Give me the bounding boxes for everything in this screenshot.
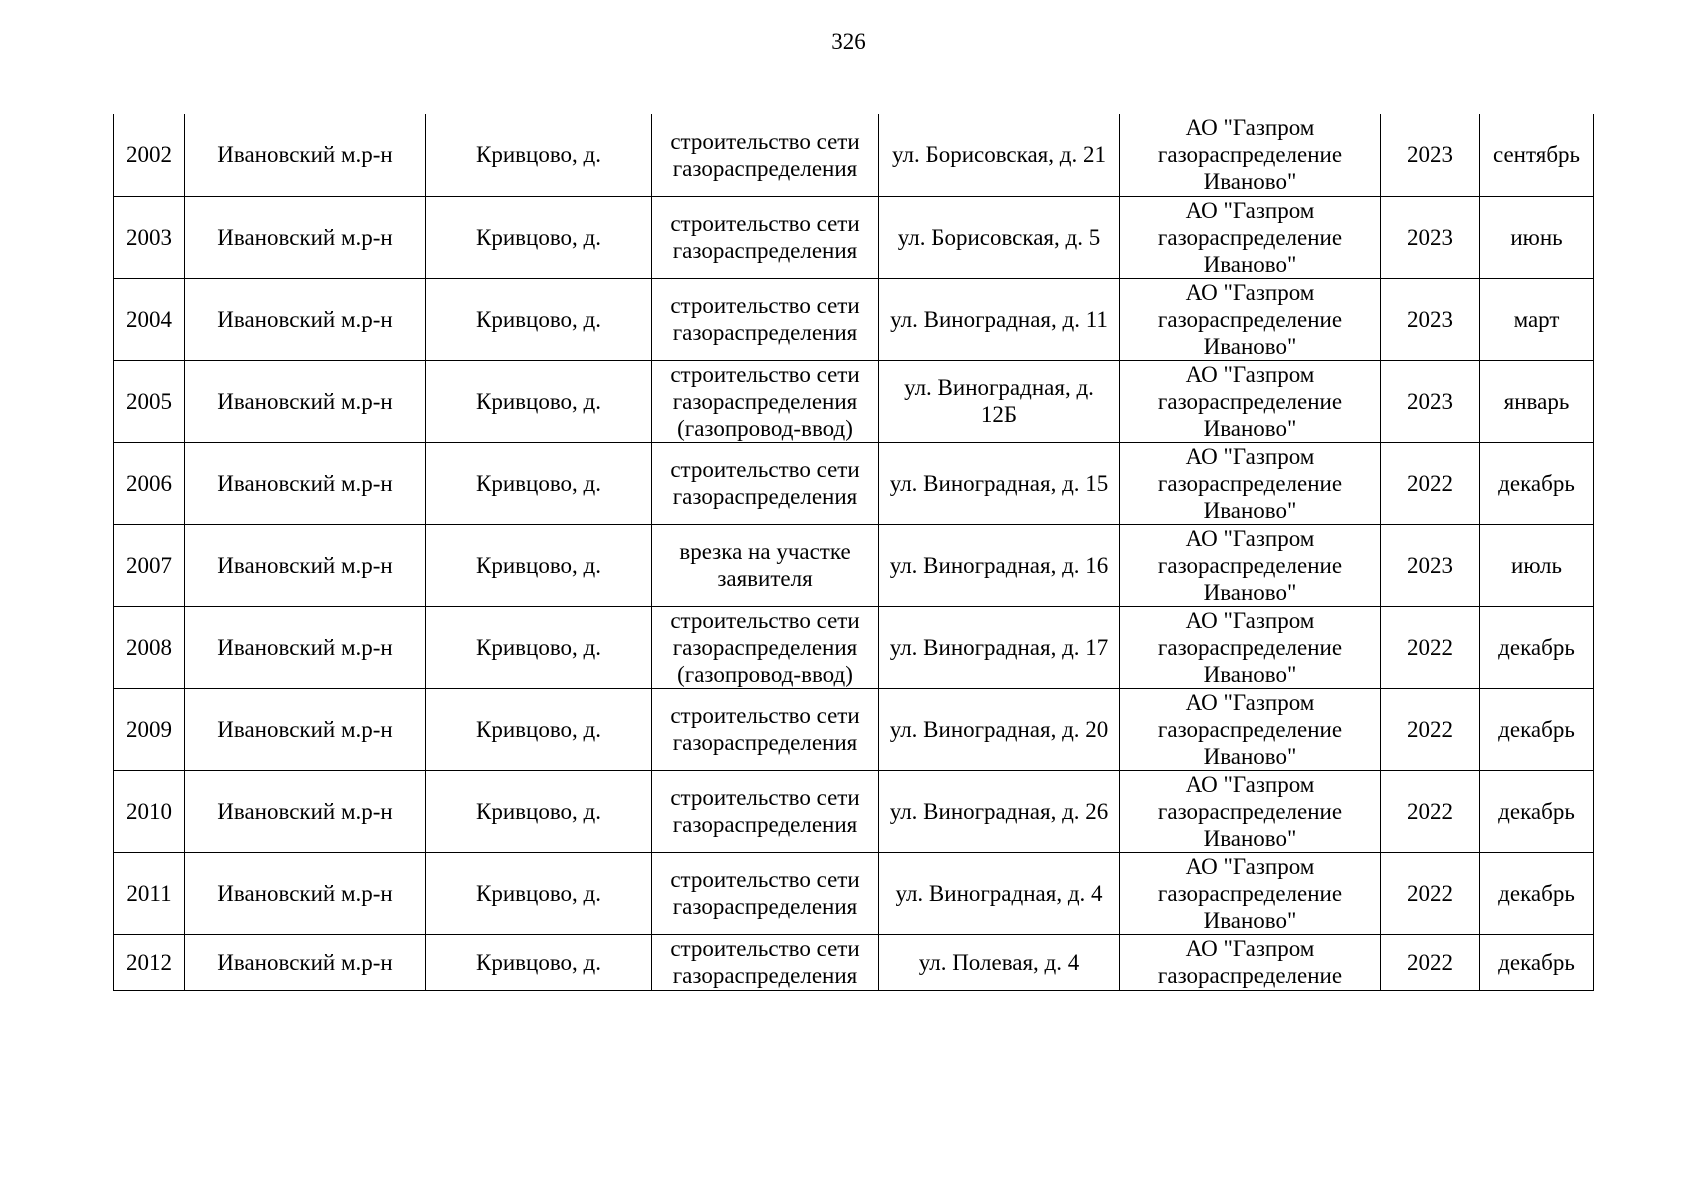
month-cell: декабрь bbox=[1480, 934, 1594, 990]
work-type-cell: строительство сети газораспределения bbox=[652, 114, 879, 196]
settlement-cell: Кривцово, д. bbox=[426, 934, 652, 990]
district-cell: Ивановский м.р-н bbox=[185, 770, 426, 852]
district-cell: Ивановский м.р-н bbox=[185, 688, 426, 770]
month-cell: декабрь bbox=[1480, 852, 1594, 934]
settlement-cell: Кривцово, д. bbox=[426, 688, 652, 770]
district-cell: Ивановский м.р-н bbox=[185, 442, 426, 524]
row-number: 2010 bbox=[114, 770, 185, 852]
table-row bbox=[114, 360, 1594, 442]
address-cell: ул. Виноградная, д. 20 bbox=[879, 688, 1120, 770]
row-number: 2006 bbox=[114, 442, 185, 524]
table-row bbox=[114, 114, 1594, 196]
settlement-cell: Кривцово, д. bbox=[426, 278, 652, 360]
district-cell: Ивановский м.р-н bbox=[185, 278, 426, 360]
address-cell: ул. Виноградная, д. 26 bbox=[879, 770, 1120, 852]
work-type-cell: строительство сети газораспределения (газопровод-ввод) bbox=[652, 360, 879, 442]
work-type-cell bbox=[652, 934, 879, 990]
organization-cell: АО "Газпром газораспределение Иваново" bbox=[1120, 360, 1381, 442]
year-cell: 2022 bbox=[1381, 442, 1480, 524]
organization-cell: АО "Газпром газораспределение Иваново" bbox=[1120, 688, 1381, 770]
month-cell: декабрь bbox=[1480, 688, 1594, 770]
row-number: 2008 bbox=[114, 606, 185, 688]
year-cell: 2022 bbox=[1381, 934, 1480, 990]
month-cell: сентябрь bbox=[1480, 114, 1594, 196]
district-cell: Ивановский м.р-н bbox=[185, 196, 426, 278]
row-number: 2004 bbox=[114, 278, 185, 360]
table-row bbox=[114, 770, 1594, 852]
table-row bbox=[114, 606, 1594, 688]
row-number: 2007 bbox=[114, 524, 185, 606]
organization-cell: АО "Газпром газораспределение Иваново" bbox=[1120, 442, 1381, 524]
year-cell: 2022 bbox=[1381, 606, 1480, 688]
organization-cell: АО "Газпром газораспределение Иваново" bbox=[1120, 852, 1381, 934]
year-cell: 2023 bbox=[1381, 524, 1480, 606]
year-cell: 2023 bbox=[1381, 278, 1480, 360]
year-cell: 2022 bbox=[1381, 770, 1480, 852]
row-number: 2012 bbox=[114, 934, 185, 990]
address-cell: ул. Виноградная, д. 15 bbox=[879, 442, 1120, 524]
work-type-cell: строительство сети газораспределения bbox=[652, 770, 879, 852]
month-cell: декабрь bbox=[1480, 606, 1594, 688]
table-row bbox=[114, 852, 1594, 934]
address-cell: ул. Борисовская, д. 5 bbox=[879, 196, 1120, 278]
row-number: 2009 bbox=[114, 688, 185, 770]
settlement-cell: Кривцово, д. bbox=[426, 114, 652, 196]
year-cell: 2022 bbox=[1381, 852, 1480, 934]
month-cell: декабрь bbox=[1480, 770, 1594, 852]
work-type-cell: строительство сети газораспределения bbox=[652, 442, 879, 524]
settlement-cell: Кривцово, д. bbox=[426, 770, 652, 852]
district-cell: Ивановский м.р-н bbox=[185, 114, 426, 196]
organization-cell: АО "Газпром газораспределение Иваново" bbox=[1120, 196, 1381, 278]
settlement-cell: Кривцово, д. bbox=[426, 852, 652, 934]
table-row bbox=[114, 278, 1594, 360]
organization-cell: АО "Газпром газораспределение Иваново" bbox=[1120, 278, 1381, 360]
table-row bbox=[114, 688, 1594, 770]
month-cell: март bbox=[1480, 278, 1594, 360]
district-cell: Ивановский м.р-н bbox=[185, 606, 426, 688]
district-cell: Ивановский м.р-н bbox=[185, 524, 426, 606]
address-cell: ул. Виноградная, д. 4 bbox=[879, 852, 1120, 934]
table-row bbox=[114, 442, 1594, 524]
organization-cell: АО "Газпром газораспределение Иваново" bbox=[1120, 606, 1381, 688]
table-row bbox=[114, 196, 1594, 278]
month-cell: июнь bbox=[1480, 196, 1594, 278]
district-cell: Ивановский м.р-н bbox=[185, 852, 426, 934]
organization-cell: АО "Газпром газораспределение Иваново" bbox=[1120, 114, 1381, 196]
row-number: 2011 bbox=[114, 852, 185, 934]
gas-connection-table bbox=[113, 114, 1594, 991]
address-cell: ул. Борисовская, д. 21 bbox=[879, 114, 1120, 196]
address-cell: ул. Виноградная, д. 17 bbox=[879, 606, 1120, 688]
year-cell: 2023 bbox=[1381, 196, 1480, 278]
work-type-cell: строительство сети газораспределения bbox=[652, 852, 879, 934]
table-row bbox=[114, 934, 1594, 990]
year-cell: 2023 bbox=[1381, 114, 1480, 196]
work-type-cell: строительство сети газораспределения bbox=[652, 196, 879, 278]
address-cell: ул. Виноградная, д. 11 bbox=[879, 278, 1120, 360]
organization-cell: АО "Газпром газораспределение Иваново" bbox=[1120, 524, 1381, 606]
district-cell: Ивановский м.р-н bbox=[185, 360, 426, 442]
settlement-cell: Кривцово, д. bbox=[426, 196, 652, 278]
year-cell: 2022 bbox=[1381, 688, 1480, 770]
work-type-cell: строительство сети газораспределения bbox=[652, 278, 879, 360]
month-cell: январь bbox=[1480, 360, 1594, 442]
organization-cell: АО "Газпром газораспределение Иваново" bbox=[1120, 770, 1381, 852]
month-cell: июль bbox=[1480, 524, 1594, 606]
settlement-cell: Кривцово, д. bbox=[426, 442, 652, 524]
month-cell: декабрь bbox=[1480, 442, 1594, 524]
address-cell: ул. Виноградная, д. 12Б bbox=[879, 360, 1120, 442]
row-number: 2005 bbox=[114, 360, 185, 442]
settlement-cell: Кривцово, д. bbox=[426, 360, 652, 442]
page-number: 326 bbox=[831, 29, 866, 54]
address-cell: ул. Виноградная, д. 16 bbox=[879, 524, 1120, 606]
work-type-text: строительство сети газораспределения bbox=[670, 935, 860, 988]
work-type-cell: врезка на участке заявителя bbox=[652, 524, 879, 606]
table-row bbox=[114, 524, 1594, 606]
organization-text: АО "Газпром газораспределение bbox=[1157, 935, 1343, 988]
settlement-cell: Кривцово, д. bbox=[426, 606, 652, 688]
row-number: 2003 bbox=[114, 196, 185, 278]
settlement-cell: Кривцово, д. bbox=[426, 524, 652, 606]
organization-cell bbox=[1120, 934, 1381, 990]
work-type-cell: строительство сети газораспределения bbox=[652, 688, 879, 770]
address-cell: ул. Полевая, д. 4 bbox=[879, 934, 1120, 990]
row-number: 2002 bbox=[114, 114, 185, 196]
work-type-cell: строительство сети газораспределения (газопровод-ввод) bbox=[652, 606, 879, 688]
year-cell: 2023 bbox=[1381, 360, 1480, 442]
district-cell: Ивановский м.р-н bbox=[185, 934, 426, 990]
